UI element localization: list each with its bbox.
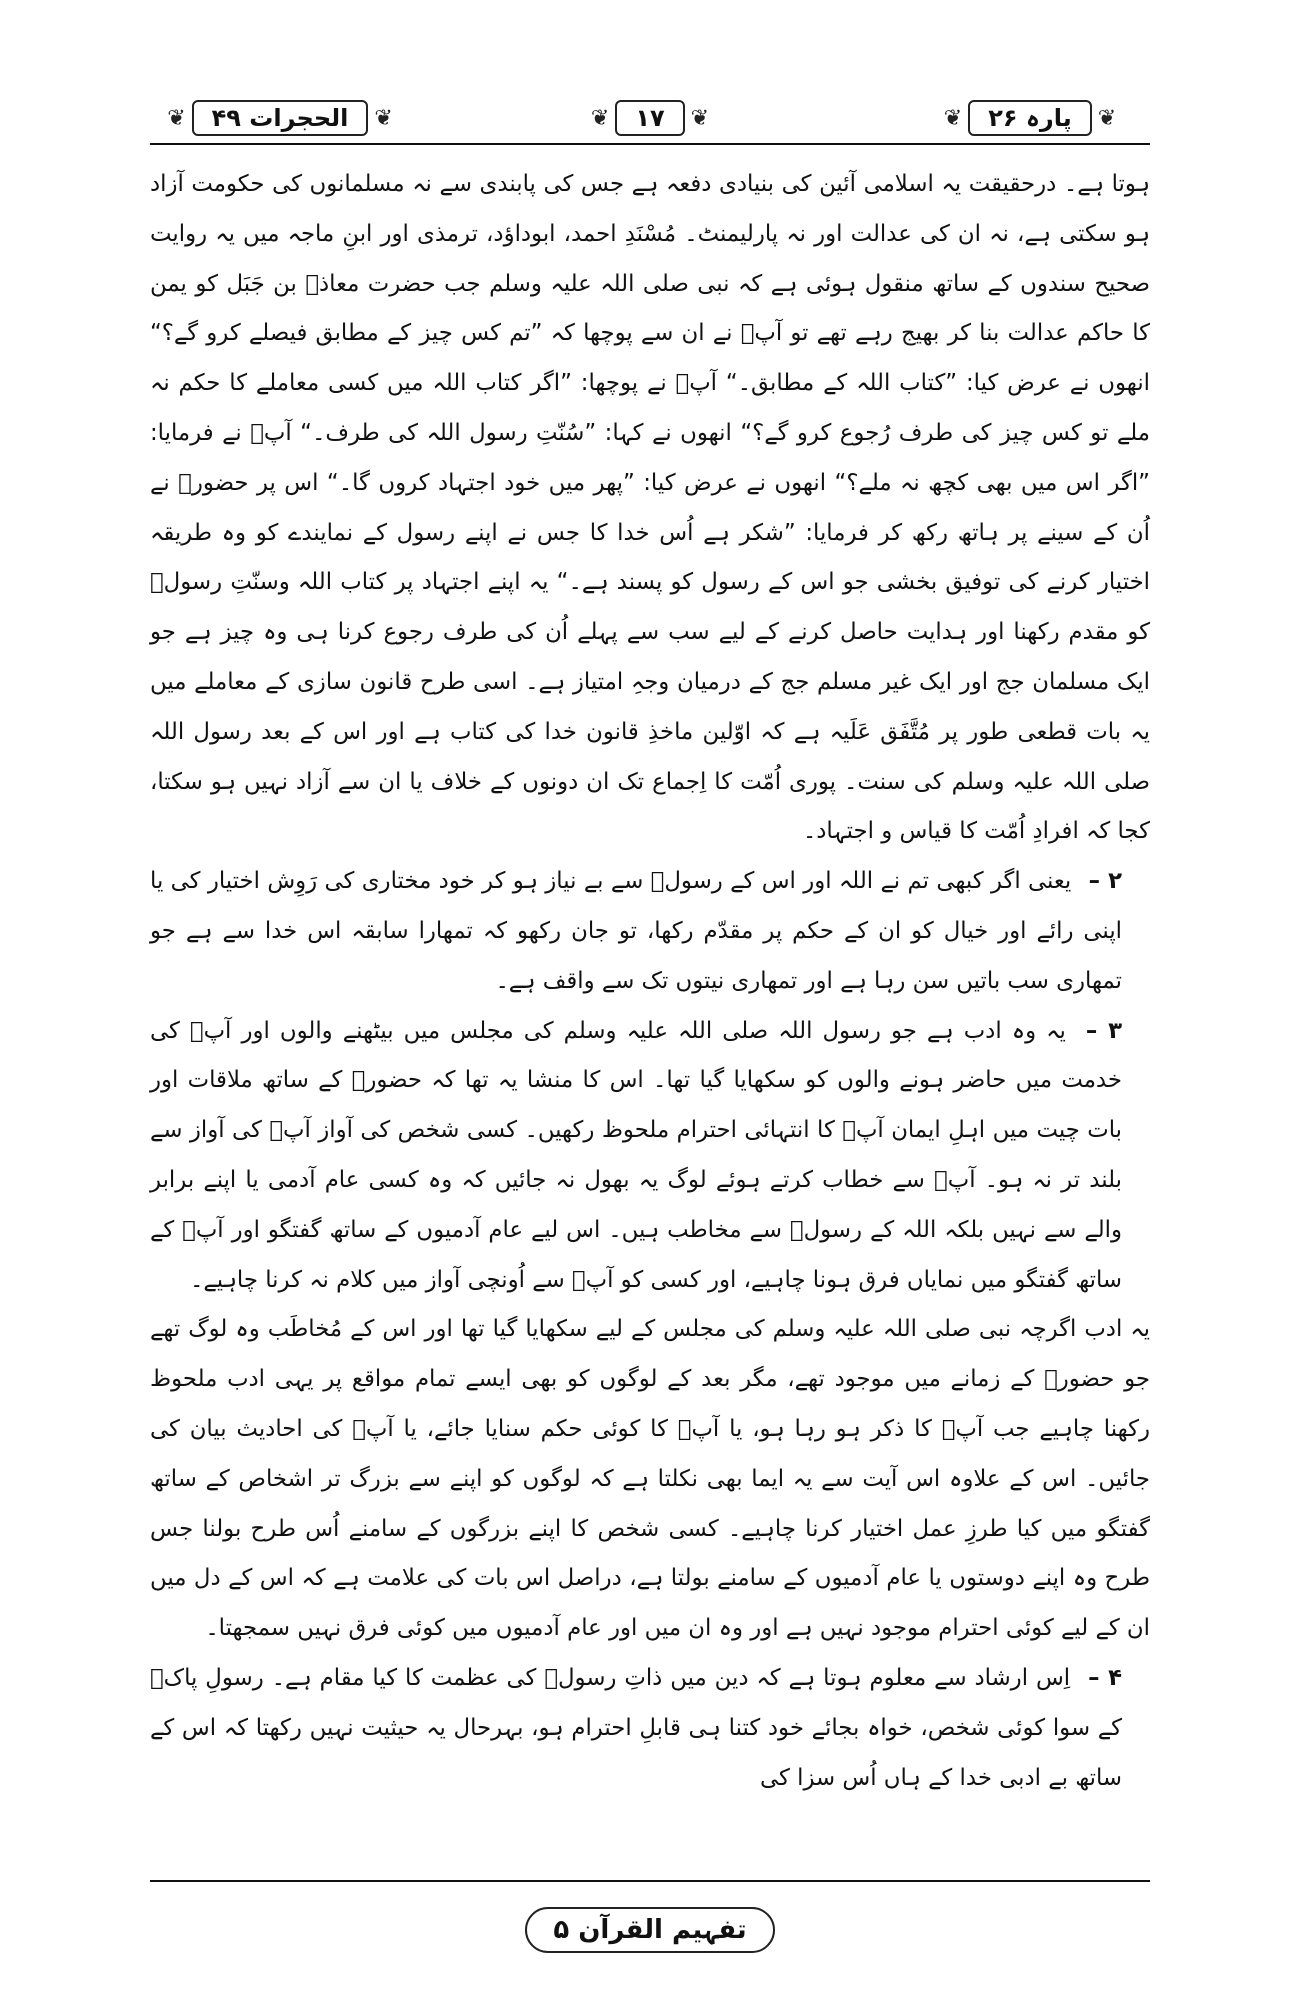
paragraph-text: یعنی اگر کبھی تم نے اللہ اور اس کے رسولؐ سے بے نیاز ہو کر خود مختاری کی رَوِش اختیار کی یا اپنی رائے اور خیال کو ان کے حکم پر مقدّم رکھا، تو جان رکھو کہ تمھارا سابقہ اس خدا سے ہے جو تمھاری سب باتیں سن رہا ہے اور تمھاری نیتوں تک سے واقف ہے۔	[150, 868, 1122, 994]
paragraph-text: یہ وہ ادب ہے جو رسول اللہ صلی اللہ علیہ وسلم کی مجلس میں بیٹھنے والوں اور آپؐ کی خدمت میں حاضر ہونے والوں کو سکھایا گیا تھا۔ اس کا منشا یہ تھا کہ حضورؐ کے ساتھ ملاقات اور بات چیت میں اہلِ ایمان آپؐ کا انتہائی احترام ملحوظ رکھیں۔ کسی شخص کی آواز آپؐ کی آواز سے بلند تر نہ ہو۔ آپؐ سے خطاب کرتے ہوئے لوگ یہ بھول نہ جائیں کہ وہ کسی عام آدمی یا اپنے برابر والے سے نہیں بلکہ اللہ کے رسولؐ سے مخاطب ہیں۔ اس لیے عام آدمیوں کے ساتھ گفتگو اور آپؐ کے ساتھ گفتگو میں نمایاں فرق ہونا چاہیے، اور کسی کو آپؐ سے اُونچی آواز میں کلام نہ کرنا چاہیے۔	[150, 1017, 1122, 1293]
surah-name: الحجرات ۴۹	[192, 100, 369, 136]
para-label	[910, 95, 1150, 141]
paragraph-text: ہوتا ہے۔ درحقیقت یہ اسلامی آئین کی بنیادی دفعہ ہے جس کی پابندی سے نہ مسلمانوں کی حکومت آزاد ہو سکتی ہے، نہ ان کی عدالت اور نہ پارلیمنٹ۔ مُسْنَدِ احمد، ابوداؤد، ترمذی اور ابنِ ماجہ میں یہ روایت صحیح سندوں کے ساتھ منقول ہوئی ہے کہ نبی صلی اللہ علیہ وسلم جب حضرت معاذؓ بن جَبَل کو یمن کا حاکم عدالت بنا کر بھیج رہے تھے تو آپؐ نے ان سے پوچھا کہ ”تم کس چیز کے مطابق فیصلے کرو گے؟“ انھوں نے عرض کیا: ”کتاب اللہ کے مطابق۔“ آپؐ نے پوچھا: ”اگر کتاب اللہ میں کسی معاملے کا حکم نہ ملے تو کس چیز کی طرف رُجوع کرو گے؟“ انھوں نے کہا: ”سُنّتِ رسول اللہ کی طرف۔“ آپؐ نے فرمایا: ”اگر اس میں بھی کچھ نہ ملے؟“ انھوں نے عرض کیا: ”پھر میں خود اجتہاد کروں گا۔“ اس پر حضورؐ نے اُن کے سینے پر ہاتھ رکھ کر فرمایا: ”شکر ہے اُس خدا کا جس نے اپنے رسول کے نمایندے کو وہ طریقہ اختیار کرنے کی توفیق بخشی جو اس کے رسول کو پسند ہے۔“ یہ اپنے اجتہاد پر کتاب اللہ وسنّتِ رسولؐ کو مقدم رکھنا اور ہدایت حاصل کرنے کے لیے سب سے پہلے اُن کی طرف رجوع کرنا ہی وہ چیز ہے جو ایک مسلمان جج اور ایک غیر مسلم جج کے درمیان وجہِ امتیاز ہے۔ اسی طرح قانون سازی کے معاملے میں یہ بات قطعی طور پر مُتَّفَق عَلَیہ ہے کہ اوّلین ماخذِ قانون خدا کی کتاب ہے اور اس کے بعد رسول اللہ صلی اللہ علیہ وسلم کی سنت۔ پوری اُمّت کا اِجماع تک ان دونوں کے خلاف یا ان سے آزاد نہیں ہو سکتا، کجا کہ افرادِ اُمّت کا قیاس و اجتہاد۔	[150, 171, 1150, 845]
para-name: پارہ ۲۶	[968, 100, 1092, 136]
surah-label	[160, 95, 400, 141]
note-number: ۳ –	[1085, 1017, 1122, 1044]
page-number-label	[550, 95, 750, 141]
paragraph-text: اِس ارشاد سے معلوم ہوتا ہے کہ دین میں ذاتِ رسولؐ کی عظمت کا کیا مقام ہے۔ رسولِ پاکؐ کے سوا کوئی شخص، خواہ بجائے خود کتنا ہی قابلِ احترام ہو، بہرحال یہ حیثیت نہیں رکھتا کہ اس کے ساتھ بے ادبی خدا کے ہاں اُس سزا کی	[150, 1664, 1122, 1791]
paragraph	[150, 857, 1150, 1006]
right-ornament-icon: ❦	[167, 105, 186, 131]
note-number: ۴ –	[1088, 1664, 1122, 1691]
left-ornament-icon: ❦	[1097, 105, 1117, 131]
header-divider	[150, 143, 1150, 145]
page-header	[150, 95, 1150, 145]
footer-divider	[150, 1880, 1150, 1882]
right-ornament-icon: ❦	[590, 105, 610, 131]
left-ornament-icon: ❦	[374, 105, 393, 131]
paragraph	[150, 1654, 1150, 1803]
note-number: ۲ –	[1088, 868, 1122, 895]
right-ornament-icon: ❦	[943, 105, 963, 131]
page-footer	[500, 1900, 800, 1960]
page-number: ۱۷	[615, 100, 684, 136]
paragraph	[150, 1305, 1150, 1654]
paragraph-text: یہ ادب اگرچہ نبی صلی اللہ علیہ وسلم کی مجلس کے لیے سکھایا گیا تھا اور اس کے مُخاطَب وہ لوگ تھے جو حضورؐ کے زمانے میں موجود تھے، مگر بعد کے لوگوں کو بھی ایسے تمام مواقع پر یہی ادب ملحوظ رکھنا چاہیے جب آپؐ کا ذکر ہو رہا ہو، یا آپؐ کا کوئی حکم سنایا جائے، یا آپؐ کی احادیث بیان کی جائیں۔ اس کے علاوہ اس آیت سے یہ ایما بھی نکلتا ہے کہ لوگوں کو اپنے سے بزرگ تر اشخاص کے ساتھ گفتگو میں کیا طرزِ عمل اختیار کرنا چاہیے۔ کسی شخص کا اپنے بزرگوں کے سامنے اُس طرح بولنا جس طرح وہ اپنے دوستوں یا عام آدمیوں کے سامنے بولتا ہے، دراصل اس بات کی علامت ہے کہ اس کے دل میں ان کے لیے کوئی احترام موجود نہیں ہے اور وہ ان میں اور عام آدمیوں میں کوئی فرق نہیں سمجھتا۔	[150, 1316, 1150, 1642]
paragraph	[150, 1007, 1150, 1306]
book-title: تفہیم القرآن ۵	[525, 1907, 774, 1953]
left-ornament-icon: ❦	[690, 105, 710, 131]
commentary-body	[150, 160, 1150, 1791]
paragraph	[150, 160, 1150, 857]
